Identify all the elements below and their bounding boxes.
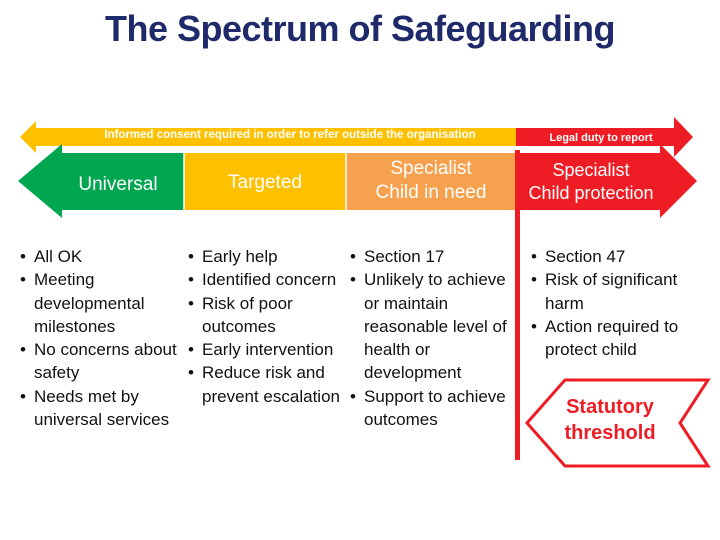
targeted-list	[188, 245, 344, 408]
list-item: • All OK	[20, 245, 178, 268]
threshold-label-line: Statutory	[566, 396, 654, 418]
list-item: • No concerns about safety	[20, 338, 178, 385]
list-item: • Early intervention	[188, 338, 344, 361]
child-protection-list	[531, 245, 691, 361]
list-item: • Action required to protect child	[531, 315, 691, 362]
list-item: • Meeting developmental milestones	[20, 268, 178, 338]
list-item: • Risk of significant harm	[531, 268, 691, 315]
consent-banner-text: Informed consent required in order to refer outside the organisation	[104, 129, 476, 141]
list-item: • Unlikely to achieve or maintain reasonable level of health or development	[350, 268, 510, 384]
segment-label-child-protection	[516, 159, 666, 205]
segment-label-line: Child protection	[528, 183, 654, 203]
statutory-threshold-label	[550, 394, 670, 446]
list-item: • Support to achieve outcomes	[350, 385, 510, 432]
segment-label-child-in-need	[346, 157, 516, 205]
list-item: • Needs met by universal services	[20, 385, 178, 432]
legal-duty-text: Legal duty to report	[549, 132, 653, 144]
universal-list	[20, 245, 178, 431]
child-in-need-list	[350, 245, 510, 431]
threshold-label-line: threshold	[564, 422, 656, 444]
list-item: • Early help	[188, 245, 344, 268]
segment-label-targeted: Targeted	[228, 172, 302, 193]
segment-label-line: Child in need	[375, 182, 487, 203]
list-item: • Reduce risk and prevent escalation	[188, 361, 344, 408]
segment-label-line: Specialist	[552, 160, 630, 180]
list-item: • Identified concern	[188, 268, 344, 291]
list-item: • Risk of poor outcomes	[188, 292, 344, 339]
list-item: • Section 17	[350, 245, 510, 268]
list-item: • Section 47	[531, 245, 691, 268]
segment-label-universal: Universal	[78, 174, 158, 195]
segment-label-line: Specialist	[390, 158, 472, 179]
page-title: The Spectrum of Safeguarding	[104, 8, 616, 49]
